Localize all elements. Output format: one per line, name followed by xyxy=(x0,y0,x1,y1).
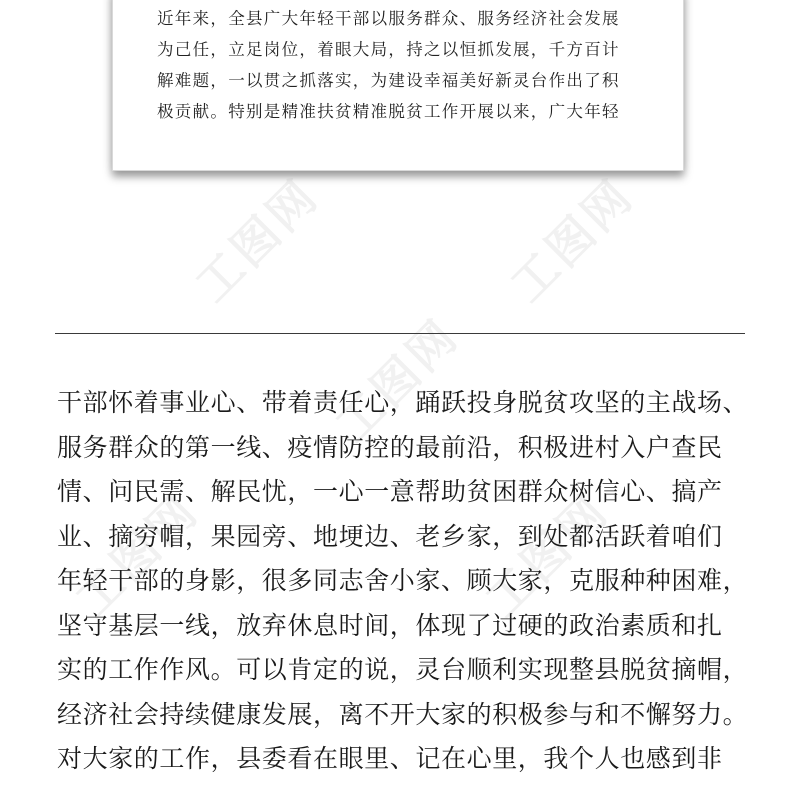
excerpt-line: 近年来，全县广大年轻干部以服务群众、服务经济社会发展 xyxy=(157,9,620,28)
article-line: 业、摘穷帽，果园旁、地埂边、老乡家，到处都活跃着咱们 xyxy=(57,521,723,551)
excerpt-line: 极贡献。特别是精准扶贫精准脱贫工作开展以来，广大年轻 xyxy=(157,102,620,121)
article-line: 坚守基层一线，放弃休息时间，体现了过硬的政治素质和扎 xyxy=(57,610,723,640)
article-line: 年轻干部的身影，很多同志舍小家、顾大家，克服种种困难， xyxy=(57,566,749,595)
article-line: 对大家的工作，县委看在眼里、记在心里，我个人也感到非 xyxy=(57,744,723,773)
watermark-logo: 工图网 xyxy=(499,167,645,313)
watermark-logo: 工图网 xyxy=(184,167,330,313)
excerpt-text xyxy=(157,3,647,127)
article-body xyxy=(57,381,757,782)
excerpt-line: 为己任，立足岗位，着眼大局，持之以恒抓发展，千方百计 xyxy=(157,40,620,59)
section-divider xyxy=(55,333,745,334)
watermark-logo: 工图网 xyxy=(64,482,210,628)
article-line: 实的工作作风。可以肯定的说，灵台顺利实现整县脱贫摘帽， xyxy=(57,655,749,684)
article-line: 干部怀着事业心、带着责任心，踊跃投身脱贫攻坚的主战场、 xyxy=(57,388,749,417)
watermark-logo: 工图网 xyxy=(324,307,470,453)
article-line: 服务群众的第一线、疫情防控的最前沿，积极进村入户查民 xyxy=(57,432,723,462)
excerpt-line: 解难题，一以贯之抓落实，为建设幸福美好新灵台作出了积 xyxy=(157,71,620,90)
watermark-logo: 工图网 xyxy=(474,482,620,628)
article-line: 经济社会持续健康发展，离不开大家的积极参与和不懈努力。 xyxy=(57,699,749,729)
article-line: 情、问民需、解民忧，一心一意帮助贫困群众树信心、搞产 xyxy=(57,477,723,506)
